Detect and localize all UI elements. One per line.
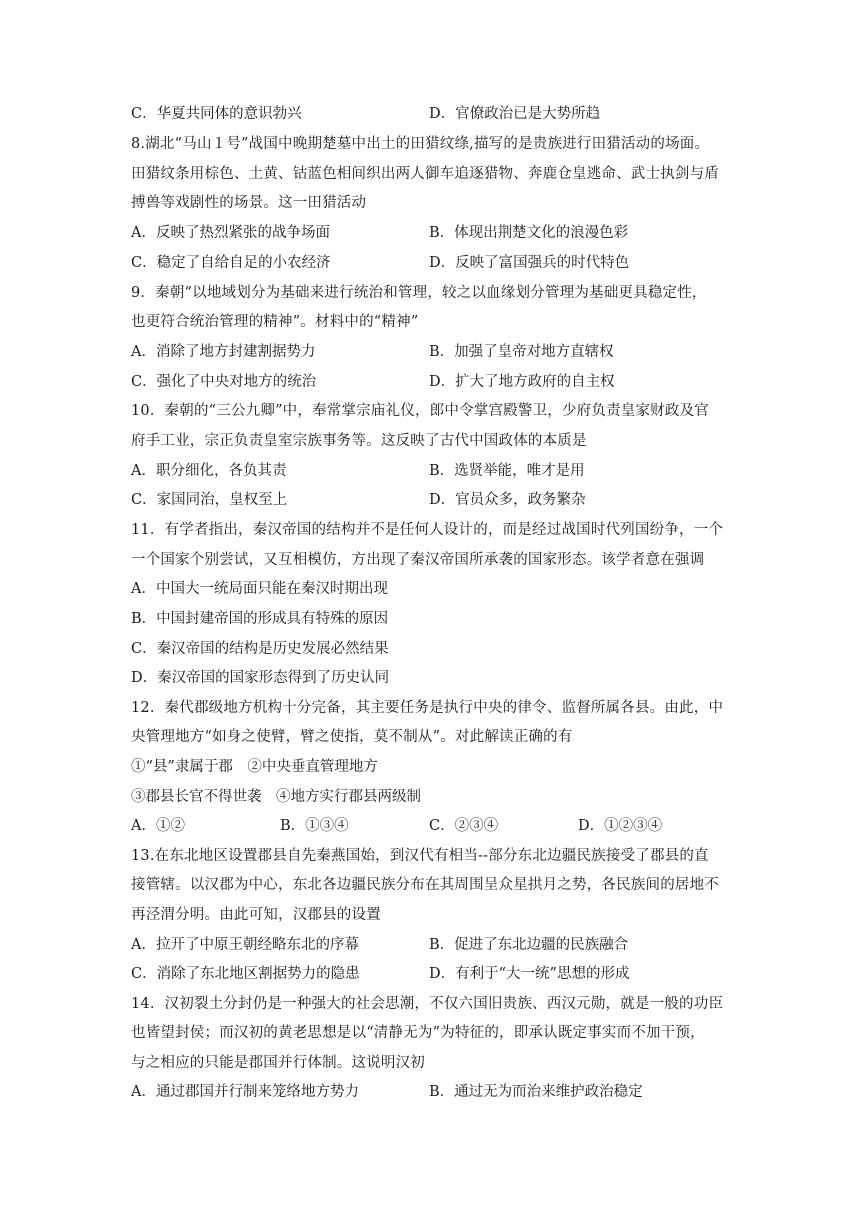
q9-option-c: C．强化了中央对地方的统治	[131, 374, 317, 390]
q12-stem-line-2: 央管理地方“如身之使臂，臂之使指，莫不制从”。对此解读正确的有	[131, 729, 573, 745]
q8-option-d: D．反映了富国强兵的时代特色	[429, 255, 630, 271]
q12-items-line-1: ①“县”隶属于郡 ②中央垂直管理地方	[131, 759, 378, 775]
q13-stem-line-3: 再泾渭分明。由此可知，汉郡县的设置	[131, 907, 381, 923]
q14-option-a: A．通过郡国并行制来笼络地方势力	[131, 1084, 359, 1100]
q10-option-d: D．官员众多，政务繁杂	[429, 492, 586, 508]
q9-option-d: D．扩大了地方政府的自主权	[429, 374, 615, 390]
q13-option-a: A．拉开了中原王朝经略东北的序幕	[131, 937, 359, 953]
q14-option-b: B．通过无为而治来维护政治稳定	[429, 1084, 643, 1100]
q13-option-d: D．有利于“大一统”思想的形成	[429, 966, 630, 982]
q10-option-b: B．选贤举能，唯才是用	[429, 463, 585, 479]
q11-option-a: A．中国大一统局面只能在秦汉时期出现	[131, 581, 388, 597]
q13-stem-line-1: 13.在东北地区设置郡县自先秦燕国始，到汉代有相当--部分东北边疆民族接受了郡县的直	[131, 848, 709, 864]
q9-stem-line-2: 也更符合统治管理的精神”。材料中的“精神”	[131, 314, 419, 330]
q8-stem-line-2: 田猎纹条用棕色、土黄、钴蓝色相间织出两人御车追逐猎物、奔鹿仓皇逃命、武士执剑与盾	[131, 166, 719, 182]
q10-option-c: C．家国同治，皇权至上	[131, 492, 288, 508]
q12-option-a: A．①②	[131, 818, 185, 834]
q10-stem-line-2: 府手工业，宗正负责皇室宗族事务等。这反映了古代中国政体的本质是	[131, 433, 587, 449]
q14-stem-line-3: 与之相应的只能是郡国并行体制。这说明汉初	[131, 1055, 425, 1071]
q12-items-line-2: ③郡县长官不得世袭 ④地方实行郡县两级制	[131, 789, 421, 805]
q13-option-b: B．促进了东北边疆的民族融合	[429, 937, 629, 953]
q11-option-d: D．秦汉帝国的国家形态得到了历史认同	[131, 670, 390, 686]
q9-stem-line-1: 9．秦朝“以地域划分为基础来进行统治和管理，较之以血缘划分管理为基础更具稳定性，	[131, 285, 707, 301]
q9-option-a: A．消除了地方封建割据势力	[131, 344, 316, 360]
q13-option-c: C．消除了东北地区割据势力的隐患	[131, 966, 360, 982]
q8-option-a: A．反映了热烈紧张的战争场面	[131, 225, 330, 241]
q7-option-c: C．华夏共同体的意识勃兴	[131, 106, 302, 122]
q10-option-a: A．职分细化，各负其责	[131, 463, 287, 479]
q14-stem-line-1: 14．汉初裂土分封仍是一种强大的社会思潮，不仅六国旧贵族、西汉元勋，就是一般的功臣	[131, 996, 724, 1012]
q8-option-b: B．体现出荆楚文化的浪漫色彩	[429, 225, 629, 241]
q8-option-c: C．稳定了自给自足的小农经济	[131, 255, 331, 271]
q11-stem-line-2: 一个国家个别尝试，又互相模仿，方出现了秦汉帝国所承袭的国家形态。该学者意在强调	[131, 552, 705, 568]
q12-option-c: C．②③④	[429, 818, 499, 834]
q8-stem-line-3: 搏兽等戏剧性的场景。这一田猎活动	[131, 195, 367, 211]
q7-option-d: D．官僚政治已是大势所趋	[429, 106, 601, 122]
q12-option-b: B．①③④	[280, 818, 349, 834]
q9-option-b: B．加强了皇帝对地方直辖权	[429, 344, 614, 360]
q11-option-c: C．秦汉帝国的结构是历史发展必然结果	[131, 641, 389, 657]
q11-stem-line-1: 11．有学者指出，秦汉帝国的结构并不是任何人设计的，而是经过战国时代列国纷争，一个	[131, 522, 724, 538]
q11-option-b: B．中国封建帝国的形成具有特殊的原因	[131, 611, 389, 627]
q14-stem-line-2: 也皆望封侯；而汉初的黄老思想是以“清静无为”为特征的，即承认既定事实而不加干预，	[131, 1025, 705, 1041]
q12-stem-line-1: 12．秦代郡级地方机构十分完备，其主要任务是执行中央的律令、监督所属各县。由此，中	[131, 700, 724, 716]
q10-stem-line-1: 10．秦朝的“三公九卿”中，奉常掌宗庙礼仪，郎中令掌宫殿警卫，少府负责皇家财政及官	[131, 403, 709, 419]
q12-option-d: D．①②③④	[578, 818, 663, 834]
q13-stem-line-2: 接管辖。以汉郡为中心，东北各边疆民族分布在其周围呈众星拱月之势，各民族间的居地不	[131, 877, 719, 893]
q8-stem-line-1: 8.湖北“马山１号”战国中晚期楚墓中出土的田猎纹绦,描写的是贵族进行田猎活动的场面。	[131, 136, 710, 152]
